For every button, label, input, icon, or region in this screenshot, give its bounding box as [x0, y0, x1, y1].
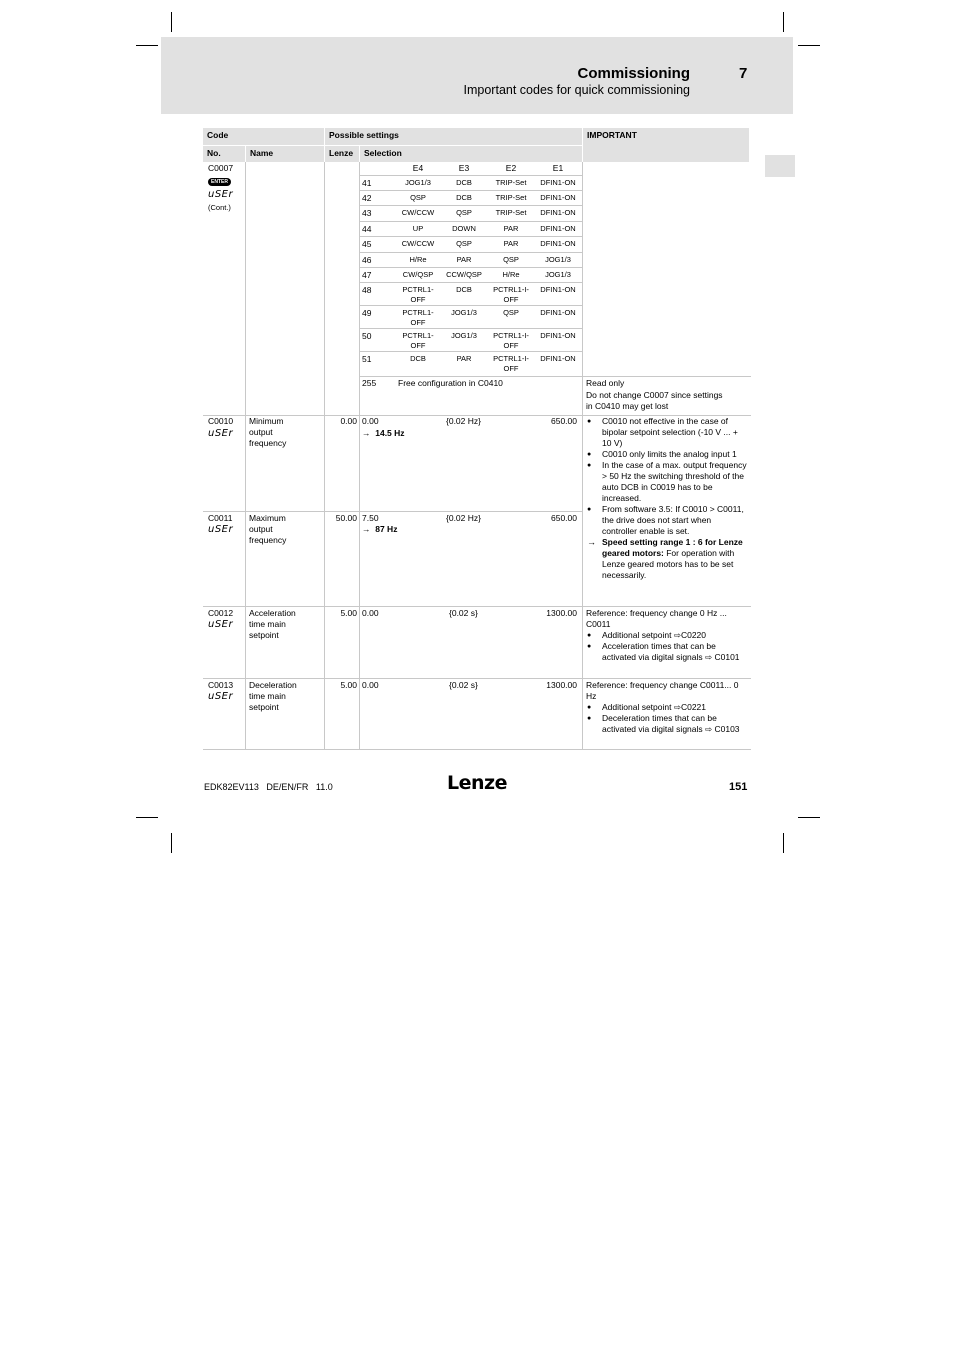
display-user-c0013: uSEr [208, 691, 234, 702]
selection-cell-e2: TRIP-Set [495, 208, 527, 217]
selection-cell-e3: PAR [456, 255, 472, 264]
crop-mark [136, 817, 158, 818]
important-arrow-note: → Speed setting range 1 : 6 for Lenze geared motors: For operation with Lenze geared motors has to be set necessarily. [586, 537, 748, 581]
display-user-c0011: uSEr [208, 524, 234, 535]
crop-mark [783, 12, 784, 32]
selection-row-divider [360, 205, 582, 206]
selection-cell-e2: PCTRL1-I- OFF [493, 331, 529, 350]
step-c0012: {0.02 s} [449, 608, 478, 618]
selection-cell-e3: JOG1/3 [451, 331, 477, 340]
c0007-important-line: Read only [586, 378, 625, 388]
crop-mark [171, 833, 172, 853]
c0012-reference: Reference: frequency change 0 Hz ... C0011 [586, 608, 727, 629]
arrow-right-icon: → [362, 428, 376, 438]
selection-col-header: E2 [505, 163, 517, 173]
selection-cell-e4: PCTRL1- OFF [402, 285, 434, 304]
row-divider [203, 511, 583, 512]
enter-icon: ENTER [208, 175, 231, 186]
selection-cell-e2: PCTRL1-I- OFF [493, 285, 529, 304]
important-bullet: ● From software 3.5: If C0010 > C0011, the drive does not start when controller enable is set. [586, 504, 748, 537]
lenze-c0013: 5.00 [340, 680, 357, 690]
header-possible-settings: Possible settings [325, 128, 582, 145]
selection-row-divider [360, 328, 582, 329]
selection-cell-e3: DCB [456, 178, 472, 187]
hint-c0010: → 14.5 Hz [362, 428, 405, 438]
header-important: IMPORTANT [583, 128, 749, 162]
selection-cell-e2: PCTRL1-I- OFF [493, 354, 529, 373]
c0012-important [586, 608, 748, 663]
hint-c0011: → 87 Hz [362, 524, 398, 534]
c0007-important-line: Do not change C0007 since settings [586, 390, 723, 400]
selection-cell-e2: PAR [503, 239, 519, 248]
selection-cell-e4: CW/QSP [402, 270, 434, 279]
selection-cell-e4: QSP [410, 193, 426, 202]
cont-label: (Cont.) [208, 203, 231, 212]
selection-row-divider [360, 351, 582, 352]
selection-cell-e1: DFIN1-ON [540, 224, 576, 233]
c0010-c0011-important [586, 416, 748, 581]
selection-cell-e1: JOG1/3 [545, 255, 571, 264]
selection-cell-e4: DCB [410, 354, 426, 363]
min-c0010: 0.00 [362, 416, 379, 426]
selection-cell-e3: QSP [456, 208, 472, 217]
selection-number: 44 [362, 224, 372, 234]
selection-row-divider [360, 175, 582, 176]
selection-number: 45 [362, 239, 372, 249]
selection-cell-e4: CW/CCW [401, 208, 435, 217]
crop-mark [171, 12, 172, 32]
name-c0011: Maximum output frequency [249, 513, 287, 545]
name-c0013: Deceleration time main setpoint [249, 680, 297, 712]
selection-cell-e1: DFIN1-ON [540, 193, 576, 202]
column-divider [582, 162, 583, 749]
chapter-subtitle: Important codes for quick commissioning [463, 83, 690, 97]
selection-row-divider [360, 305, 582, 306]
selection-row-divider [360, 252, 582, 253]
selection-cell-e3: DCB [456, 285, 472, 294]
selection-cell-e1: DFIN1-ON [540, 354, 576, 363]
column-divider [324, 162, 325, 749]
lenze-c0010: 0.00 [340, 416, 357, 426]
important-bullet: ● In the case of a max. output frequency > 50 Hz the switching threshold of the auto DCB in C0019 has to be increased. [586, 460, 748, 504]
selection-cell-e3: CCW/QSP [446, 270, 482, 279]
c0007-important-line: in C0410 may get lost [586, 401, 669, 411]
selection-row-divider [360, 236, 582, 237]
selection-cell-e4: H/Re [409, 255, 427, 264]
selection-cell-e2: QSP [503, 308, 519, 317]
crop-mark [136, 45, 158, 46]
selection-number: 46 [362, 255, 372, 265]
selection-number: 49 [362, 308, 372, 318]
selection-cell-e1: DFIN1-ON [540, 331, 576, 340]
selection-cell-e4: CW/CCW [401, 239, 435, 248]
selection-cell-e3: QSP [456, 239, 472, 248]
lenze-logo: Lenze [447, 772, 507, 794]
table-bottom-border [203, 749, 751, 750]
row-divider [203, 606, 751, 607]
row-divider [360, 376, 751, 377]
page-number: 151 [729, 781, 748, 793]
selection-255-number: 255 [362, 378, 377, 388]
c0013-important [586, 680, 748, 735]
selection-cell-e3: DOWN [452, 224, 476, 233]
header-band [161, 37, 793, 114]
selection-number: 41 [362, 178, 372, 188]
selection-cell-e2: TRIP-Set [495, 193, 527, 202]
selection-number: 50 [362, 331, 372, 341]
selection-cell-e4: JOG1/3 [405, 178, 431, 187]
step-c0013: {0.02 s} [449, 680, 478, 690]
selection-row-divider [360, 221, 582, 222]
crop-mark [783, 833, 784, 853]
selection-255-text: Free configuration in C0410 [398, 378, 503, 388]
selection-cell-e1: DFIN1-ON [540, 239, 576, 248]
name-c0012: Acceleration time main setpoint [249, 608, 296, 640]
code-c0007: C0007 [208, 163, 234, 173]
column-divider [245, 162, 246, 749]
selection-cell-e1: DFIN1-ON [540, 285, 576, 294]
selection-row-divider [360, 267, 582, 268]
selection-col-header: E4 [412, 163, 424, 173]
selection-cell-e3: JOG1/3 [451, 308, 477, 317]
selection-number: 47 [362, 270, 372, 280]
selection-cell-e1: DFIN1-ON [540, 308, 576, 317]
selection-cell-e2: TRIP-Set [495, 178, 527, 187]
header-lenze: Lenze [325, 146, 359, 162]
selection-cell-e1: JOG1/3 [545, 270, 571, 279]
selection-cell-e3: PAR [456, 354, 472, 363]
document-id: EDK82EV113 DE/EN/FR 11.0 [204, 782, 333, 792]
selection-col-header: E3 [458, 163, 470, 173]
selection-cell-e1: DFIN1-ON [540, 208, 576, 217]
arrow-right-icon: → [362, 524, 376, 534]
important-bullet: ● C0010 not effective in the case of bipolar setpoint selection (-10 V ... + 10 V) [586, 416, 748, 449]
display-user-c0012: uSEr [208, 619, 234, 630]
selection-number: 51 [362, 354, 372, 364]
header-selection: Selection [360, 146, 582, 162]
important-bullet: ● Deceleration times that can be activated via digital signals ⇨ C0103 [586, 713, 748, 735]
code-c0013: C0013 [208, 680, 234, 690]
row-divider [203, 678, 751, 679]
code-c0012: C0012 [208, 608, 234, 618]
selection-col-header: E1 [552, 163, 564, 173]
step-c0010: {0.02 Hz} [446, 416, 481, 426]
column-divider [359, 162, 360, 749]
selection-cell-e4: PCTRL1- OFF [402, 331, 434, 350]
selection-row-divider [360, 190, 582, 191]
selection-cell-e2: PAR [503, 224, 519, 233]
selection-number: 48 [362, 285, 372, 295]
max-c0012: 1300.00 [546, 608, 577, 618]
chapter-number: 7 [739, 65, 748, 82]
selection-cell-e3: DCB [456, 193, 472, 202]
crop-mark [798, 817, 820, 818]
header-name: Name [246, 146, 324, 162]
selection-cell-e1: DFIN1-ON [540, 178, 576, 187]
lenze-c0011: 50.00 [335, 513, 357, 523]
crop-mark [798, 45, 820, 46]
display-user-c0007: uSEr [208, 189, 234, 200]
code-c0011: C0011 [208, 513, 233, 523]
max-c0013: 1300.00 [546, 680, 577, 690]
min-c0011: 7.50 [362, 513, 379, 523]
selection-cell-e2: QSP [503, 255, 519, 264]
important-bullet: ● Additional setpoint ⇨C0221 [586, 702, 748, 713]
important-bullet: ● Additional setpoint ⇨C0220 [586, 630, 748, 641]
min-c0012: 0.00 [362, 608, 379, 618]
chapter-title: Commissioning [577, 65, 690, 82]
display-user-c0010: uSEr [208, 428, 234, 439]
selection-cell-e4: PCTRL1- OFF [402, 308, 434, 327]
name-c0010: Minimum output frequency [249, 416, 287, 448]
step-c0011: {0.02 Hz} [446, 513, 481, 523]
selection-row-divider [360, 282, 582, 283]
important-bullet: ● Acceleration times that can be activated via digital signals ⇨ C0101 [586, 641, 748, 663]
important-bullet: ● C0010 only limits the analog input 1 [586, 449, 748, 460]
chapter-side-tab [765, 155, 795, 177]
header-no: No. [203, 146, 245, 162]
min-c0013: 0.00 [362, 680, 379, 690]
code-c0010: C0010 [208, 416, 234, 426]
max-c0010: 650.00 [551, 416, 577, 426]
selection-cell-e2: H/Re [502, 270, 520, 279]
selection-cell-e4: UP [412, 224, 424, 233]
header-code: Code [203, 128, 324, 145]
selection-number: 42 [362, 193, 372, 203]
max-c0011: 650.00 [551, 513, 577, 523]
lenze-c0012: 5.00 [340, 608, 357, 618]
selection-number: 43 [362, 208, 372, 218]
c0013-reference: Reference: frequency change C0011... 0 Hz [586, 680, 739, 701]
